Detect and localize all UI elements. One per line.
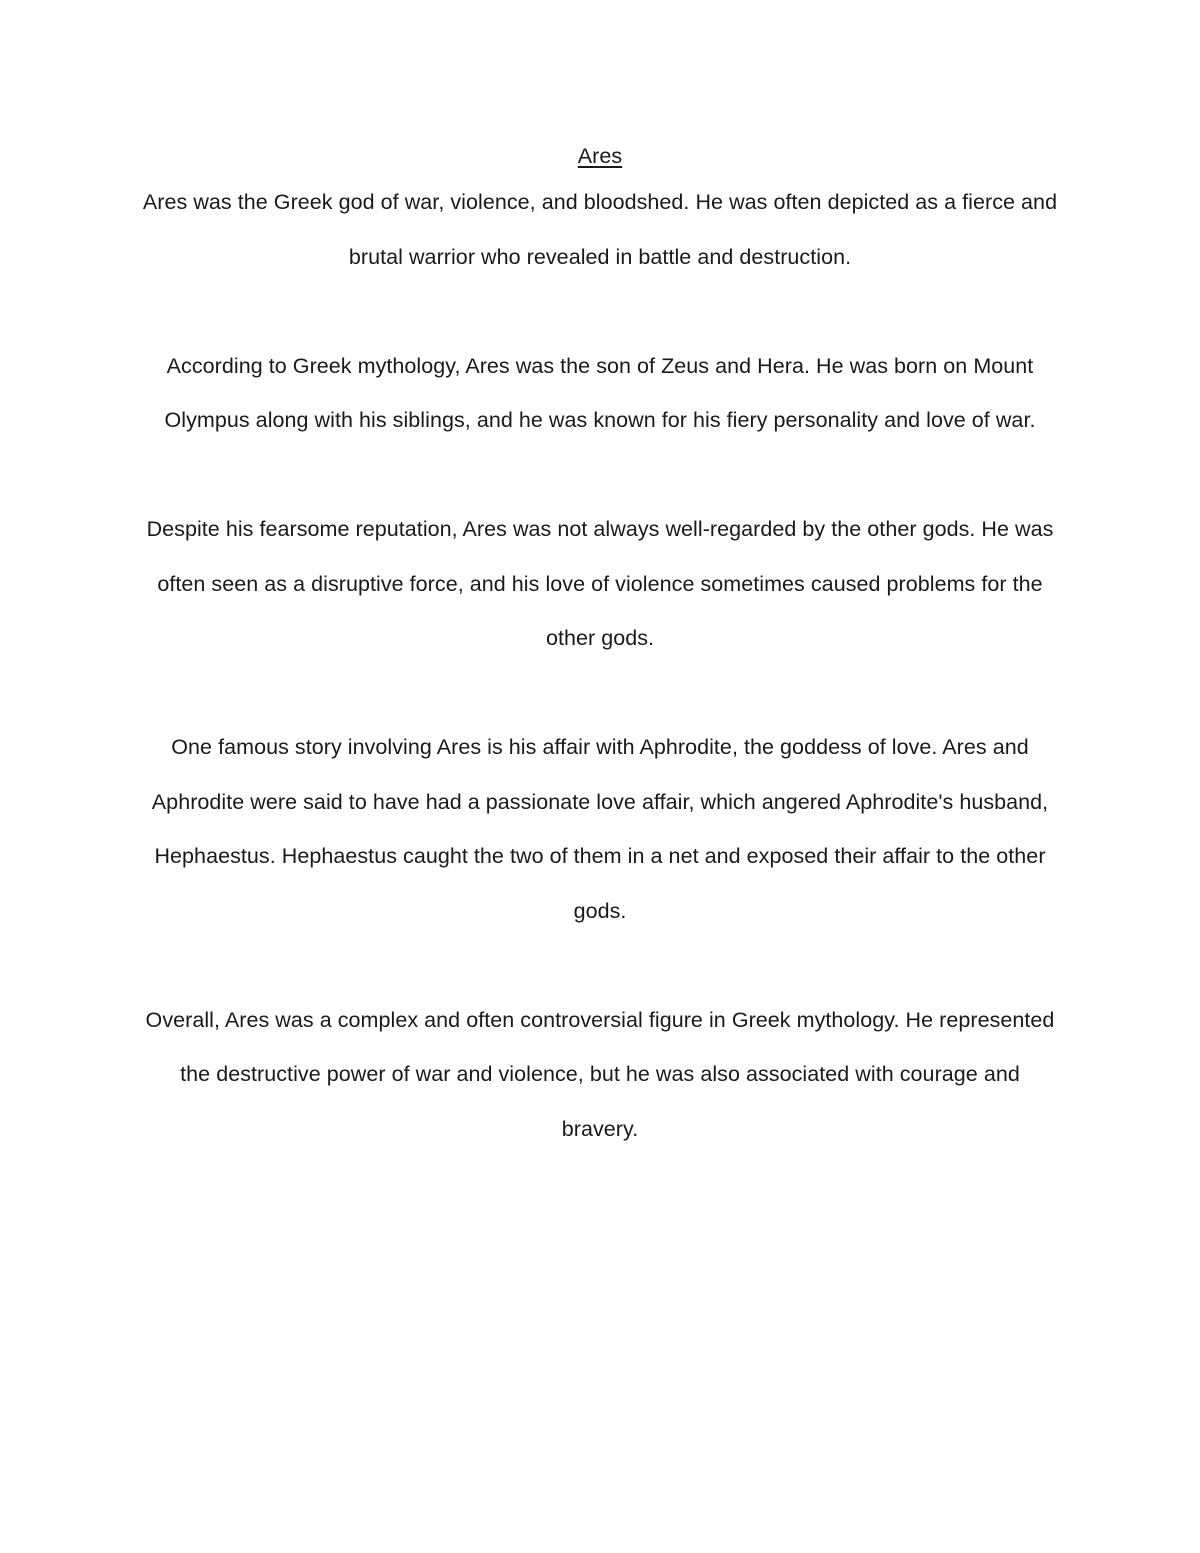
paragraph-reputation: Despite his fearsome reputation, Ares was not always well-regarded by the other gods. He was often seen as a disruptive force, and his love of violence sometimes caused problems for the other gods. bbox=[146, 517, 1054, 650]
document-title: Ares bbox=[577, 144, 623, 168]
paragraph-aphrodite-affair: One famous story involving Ares is his affair with Aphrodite, the goddess of love. Ares and Aphrodite were said to have had a passionate love affair, which angered Aphrodite's husband, Hephaestus. Hephaestus caught the two of them in a net and exposed their affair to the other gods. bbox=[151, 735, 1049, 923]
paragraph-conclusion: Overall, Ares was a complex and often controversial figure in Greek mythology. He represented the destructive power of war and violence, but he was also associated with courage and bravery. bbox=[145, 1007, 1055, 1141]
document-body bbox=[140, 137, 1060, 1211]
paragraph-origin: According to Greek mythology, Ares was the son of Zeus and Hera. He was born on Mount Olympus along with his siblings, and he was known for his fiery personality and love of war. bbox=[164, 353, 1036, 432]
paragraph-intro: Ares was the Greek god of war, violence, and bloodshed. He was often depicted as a fierce and brutal warrior who revealed in battle and destruction. bbox=[142, 190, 1058, 269]
